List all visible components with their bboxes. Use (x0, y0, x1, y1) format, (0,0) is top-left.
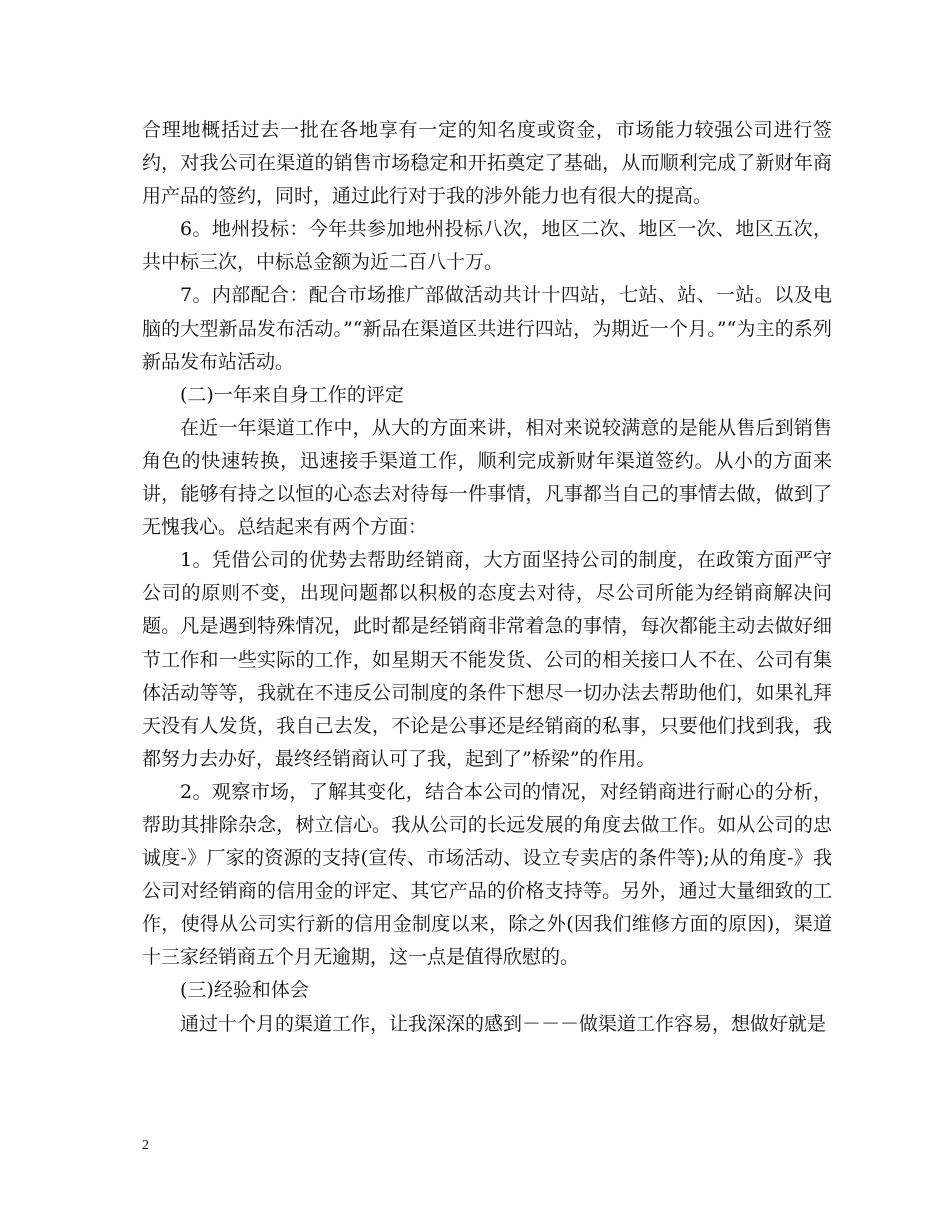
paragraph-self-evaluation: 在近一年渠道工作中，从大的方面来讲，相对来说较满意的是能从售后到销售角色的快速转换，迅速接手渠道工作，顺利完成新财年渠道签约。从小的方面来讲，能够有持之以恒的心态去对待每一件事情，凡事都当自己的事情去做，做到了无愧我心。总结起来有两个方面： (142, 416, 832, 539)
document-body (142, 114, 832, 1041)
paragraph-point-1: 1。凭借公司的优势去帮助经销商，大方面坚持公司的制度，在政策方面严守公司的原则不变，出现问题都以积极的态度去对待，尽公司所能为经销商解决问题。凡是遇到特殊情况，此时都是经销商非常着急的事情，每次都能主动去做好细节工作和一些实际的工作，如星期天不能发货、公司的相关接口人不在、公司有集体活动等等，我就在不违反公司制度的条件下想尽一切办法去帮助他们，如果礼拜天没有人发货，我自己去发，不论是公事还是经销商的私事，只要他们找到我，我都努力去办好，最终经销商认可了我，起到了”桥梁”的作用。 (142, 549, 832, 770)
paragraph-continuation: 合理地概括过去一批在各地享有一定的知名度或资金，市场能力较强公司进行签约，对我公司在渠道的销售市场稳定和开拓奠定了基础，从而顺利完成了新财年商用产品的签约，同时，通过此行对于我的涉外能力也有很大的提高。 (142, 119, 832, 208)
paragraph-experience: 通过十个月的渠道工作，让我深深的感到－－－做渠道工作容易，想做好就是 (180, 1012, 827, 1035)
paragraph-item-7: 7。内部配合：配合市场推广部做活动共计十四站，七站、站、一站。以及电脑的大型新品发布活动。”“新品在渠道区共进行四站，为期近一个月。”“为主的系列新品发布站活动。 (142, 284, 832, 373)
paragraph-item-6: 6。地州投标：今年共参加地州投标八次，地区二次、地区一次、地区五次，共中标三次，中标总金额为近二百八十万。 (142, 218, 832, 274)
page-number: 2 (142, 1138, 149, 1153)
section-heading-2: (二)一年来自身工作的评定 (180, 383, 404, 406)
section-heading-3: (三)经验和体会 (180, 979, 309, 1002)
paragraph-point-2: 2。观察市场，了解其变化，结合本公司的情况，对经销商进行耐心的分析，帮助其排除杂念，树立信心。我从公司的长远发展的角度去做工作。如从公司的忠诚度-》厂家的资源的支持(宣传、市场活动、设立专卖店的条件等);从的角度-》我公司对经销商的信用金的评定、其它产品的价格支持等。另外，通过大量细致的工作，使得从公司实行新的信用金制度以来，除之外(因我们维修方面的原因)，渠道十三家经销商五个月无逾期，这一点是值得欣慰的。 (142, 780, 832, 969)
